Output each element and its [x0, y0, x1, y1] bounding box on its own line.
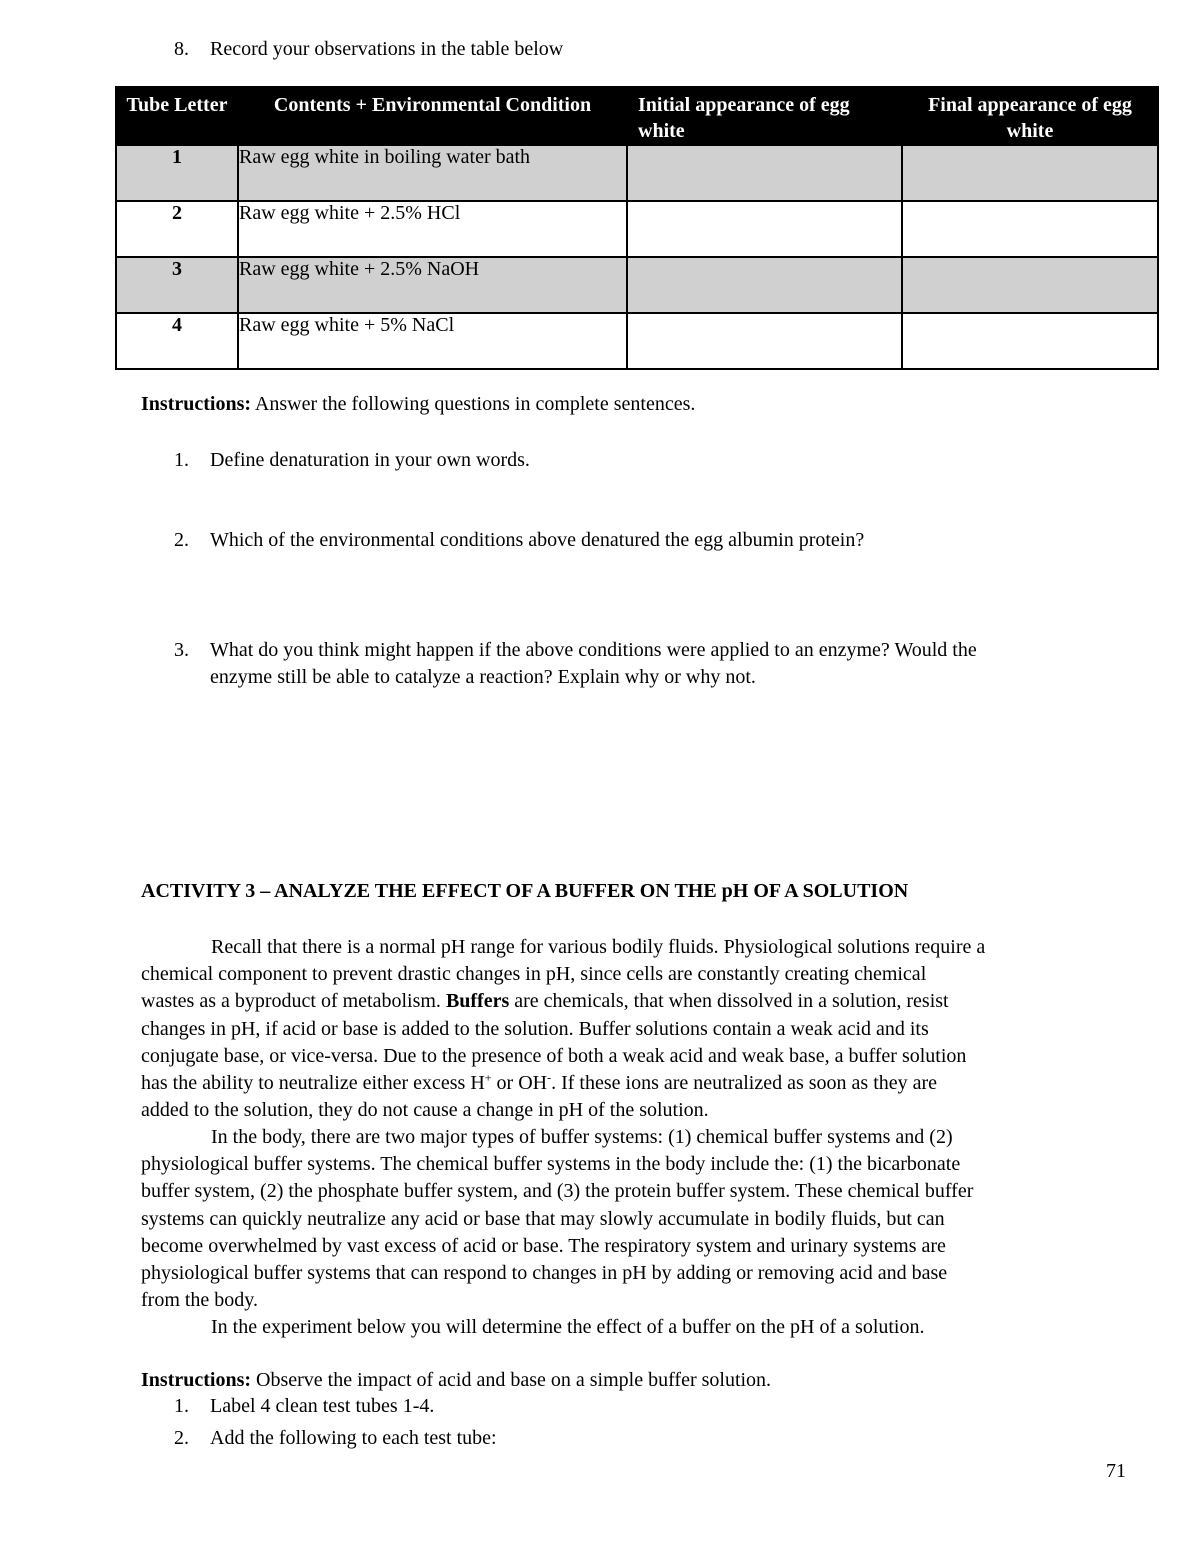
- contents-cell: Raw egg white + 2.5% HCl: [238, 201, 627, 257]
- step-2: 2. Add the following to each test tube:: [174, 1427, 497, 1449]
- activity-3-heading: ACTIVITY 3 – ANALYZE THE EFFECT OF A BUFFER ON THE pH OF A SOLUTION: [141, 880, 909, 902]
- observation-table: [115, 86, 1159, 370]
- contents-cell: Raw egg white + 2.5% NaOH: [238, 257, 627, 313]
- question-2: 2. Which of the environmental conditions above denatured the egg albumin protein?: [174, 529, 865, 551]
- tube-cell: 4: [116, 313, 238, 369]
- initial-cell[interactable]: [627, 257, 902, 313]
- header-initial: Initial appearance of egg white: [627, 87, 902, 145]
- tube-cell: 1: [116, 145, 238, 201]
- buffer-paragraph-3: In the experiment below you will determine the effect of a buffer on the pH of a solution.: [211, 1316, 925, 1338]
- step-1: 1. Label 4 clean test tubes 1-4.: [174, 1395, 435, 1417]
- page-number: 71: [1106, 1460, 1126, 1482]
- table-header-row: [116, 87, 1158, 145]
- question-3: 3. What do you think might happen if the above conditions were applied to an enzyme? Would the enzyme still be able to catalyze a reaction? Explain why or why not.: [174, 639, 977, 688]
- initial-cell[interactable]: [627, 145, 902, 201]
- table-row: [116, 313, 1158, 369]
- table-row: [116, 257, 1158, 313]
- step-8: 8. Record your observations in the table below: [174, 38, 564, 60]
- instructions-buffer: Instructions: Observe the impact of acid and base on a simple buffer solution.: [141, 1369, 772, 1391]
- buffers-term: Buffers: [445, 990, 510, 1013]
- initial-cell[interactable]: [627, 201, 902, 257]
- question-1: 1. Define denaturation in your own words.: [174, 449, 530, 471]
- final-cell[interactable]: [902, 257, 1158, 313]
- buffer-paragraph-2: In the body, there are two major types of buffer systems: (1) chemical buffer systems and (2) physiological buffer systems. The chemical buffer systems in the body include the: (1) the bicarbonate buffer system, (2) the phosphate buffer system, and (3) the protein buffer system. These chemical buffer systems can quickly neutralize any acid or base that may slowly accumulate in bodily fluids, but can become overwhelmed by vast excess of acid or base. The respiratory system and urinary systems are physiological buffer systems that can respond to changes in pH by adding or removing acid and base from the body.: [141, 1126, 974, 1312]
- tube-cell: 3: [116, 257, 238, 313]
- final-cell[interactable]: [902, 145, 1158, 201]
- contents-cell: Raw egg white + 5% NaCl: [238, 313, 627, 369]
- header-tube-letter: Tube Letter: [116, 87, 238, 145]
- header-contents: Contents + Environmental Condition: [238, 87, 627, 145]
- contents-cell: Raw egg white in boiling water bath: [238, 145, 627, 201]
- buffer-paragraph-1: Recall that there is a normal pH range for various bodily fluids. Physiological solutions require a chemical component to prevent drastic changes in pH, since cells are constantly creating chemical wastes as a byproduct of metabolism. Buffers are chemicals, that when dissolved in a solution, resist changes in pH, if acid or base is added to the solution. Buffer solutions contain a weak acid and its conjugate base, or vice-versa. Due to the presence of both a weak acid and weak base, a buffer solution has the ability to neutralize either excess H+ or OH-. If these ions are neutralized as soon as they are added to the solution, they do not cause a change in pH of the solution.: [141, 936, 986, 1122]
- header-final: Final appearance of egg white: [902, 87, 1158, 145]
- table-row: [116, 145, 1158, 201]
- final-cell[interactable]: [902, 313, 1158, 369]
- final-cell[interactable]: [902, 201, 1158, 257]
- initial-cell[interactable]: [627, 313, 902, 369]
- instructions-questions: Instructions: Answer the following questions in complete sentences.: [141, 393, 696, 415]
- table-row: [116, 201, 1158, 257]
- tube-cell: 2: [116, 201, 238, 257]
